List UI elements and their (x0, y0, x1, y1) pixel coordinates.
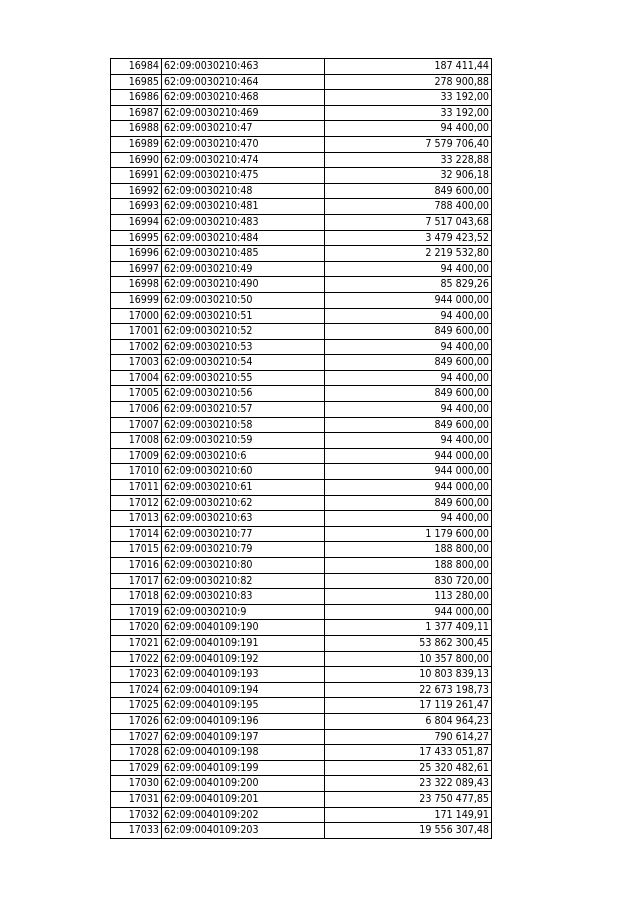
cadastral-number-cell: 62:09:0030210:56 (162, 386, 325, 402)
cadastral-number-cell: 62:09:0040109:195 (162, 698, 325, 714)
cadastral-number-cell: 62:09:0030210:82 (162, 573, 325, 589)
cadastral-value-cell: 278 900,88 (325, 74, 492, 90)
cadastral-number-cell: 62:09:0030210:60 (162, 464, 325, 480)
cadastral-number-cell: 62:09:0030210:58 (162, 417, 325, 433)
cadastral-number-cell: 62:09:0040109:191 (162, 635, 325, 651)
row-number-cell: 16998 (111, 277, 162, 293)
row-number-cell: 17012 (111, 495, 162, 511)
table-row (111, 261, 492, 277)
row-number-cell: 17001 (111, 324, 162, 340)
cadastral-value-cell: 944 000,00 (325, 464, 492, 480)
cadastral-value-cell: 23 750 477,85 (325, 791, 492, 807)
row-number-cell: 17003 (111, 355, 162, 371)
row-number-cell: 16985 (111, 74, 162, 90)
cadastral-number-cell: 62:09:0030210:485 (162, 246, 325, 262)
table-row (111, 448, 492, 464)
row-number-cell: 16989 (111, 136, 162, 152)
cadastral-number-cell: 62:09:0030210:6 (162, 448, 325, 464)
table-body (111, 59, 492, 839)
table-row (111, 386, 492, 402)
row-number-cell: 17019 (111, 604, 162, 620)
cadastral-value-cell: 32 906,18 (325, 168, 492, 184)
cadastral-value-cell: 10 803 839,13 (325, 667, 492, 683)
cadastral-value-cell: 94 400,00 (325, 261, 492, 277)
cadastral-number-cell: 62:09:0030210:47 (162, 121, 325, 137)
table-row (111, 729, 492, 745)
cadastral-value-cell: 94 400,00 (325, 370, 492, 386)
cadastral-value-cell: 7 579 706,40 (325, 136, 492, 152)
row-number-cell: 17028 (111, 745, 162, 761)
cadastral-number-cell: 62:09:0030210:50 (162, 292, 325, 308)
table-row (111, 152, 492, 168)
cadastral-number-cell: 62:09:0040109:203 (162, 823, 325, 839)
row-number-cell: 17000 (111, 308, 162, 324)
cadastral-number-cell: 62:09:0030210:49 (162, 261, 325, 277)
cadastral-value-cell: 1 179 600,00 (325, 526, 492, 542)
cadastral-value-cell: 94 400,00 (325, 433, 492, 449)
cadastral-value-cell: 33 192,00 (325, 90, 492, 106)
table-row (111, 651, 492, 667)
row-number-cell: 17006 (111, 402, 162, 418)
row-number-cell: 17009 (111, 448, 162, 464)
table-row (111, 355, 492, 371)
cadastral-number-cell: 62:09:0040109:201 (162, 791, 325, 807)
row-number-cell: 17004 (111, 370, 162, 386)
row-number-cell: 17024 (111, 682, 162, 698)
table-row (111, 339, 492, 355)
table-row (111, 464, 492, 480)
table-row (111, 402, 492, 418)
table-row (111, 324, 492, 340)
table-row (111, 620, 492, 636)
cadastral-value-cell: 94 400,00 (325, 339, 492, 355)
row-number-cell: 16988 (111, 121, 162, 137)
cadastral-number-cell: 62:09:0030210:481 (162, 199, 325, 215)
cadastral-number-cell: 62:09:0030210:464 (162, 74, 325, 90)
table-row (111, 121, 492, 137)
cadastral-value-cell: 849 600,00 (325, 386, 492, 402)
cadastral-value-cell: 2 219 532,80 (325, 246, 492, 262)
table-row (111, 682, 492, 698)
row-number-cell: 17026 (111, 713, 162, 729)
table-row (111, 776, 492, 792)
table-row (111, 635, 492, 651)
row-number-cell: 16986 (111, 90, 162, 106)
table-row (111, 713, 492, 729)
cadastral-number-cell: 62:09:0040109:202 (162, 807, 325, 823)
cadastral-number-cell: 62:09:0030210:468 (162, 90, 325, 106)
cadastral-number-cell: 62:09:0030210:57 (162, 402, 325, 418)
table-row (111, 168, 492, 184)
cadastral-number-cell: 62:09:0030210:54 (162, 355, 325, 371)
cadastral-value-cell: 23 322 089,43 (325, 776, 492, 792)
table-row (111, 495, 492, 511)
cadastral-value-cell: 94 400,00 (325, 308, 492, 324)
cadastral-value-cell: 944 000,00 (325, 480, 492, 496)
cadastral-value-cell: 94 400,00 (325, 121, 492, 137)
cadastral-value-cell: 944 000,00 (325, 604, 492, 620)
cadastral-number-cell: 62:09:0030210:83 (162, 589, 325, 605)
cadastral-value-cell: 788 400,00 (325, 199, 492, 215)
cadastral-value-cell: 94 400,00 (325, 511, 492, 527)
row-number-cell: 16993 (111, 199, 162, 215)
table-row (111, 183, 492, 199)
cadastral-number-cell: 62:09:0030210:463 (162, 59, 325, 75)
row-number-cell: 17007 (111, 417, 162, 433)
row-number-cell: 17017 (111, 573, 162, 589)
cadastral-value-cell: 22 673 198,73 (325, 682, 492, 698)
row-number-cell: 17025 (111, 698, 162, 714)
row-number-cell: 17030 (111, 776, 162, 792)
cadastral-value-cell: 849 600,00 (325, 183, 492, 199)
cadastral-number-cell: 62:09:0030210:475 (162, 168, 325, 184)
table-row (111, 558, 492, 574)
cadastral-number-cell: 62:09:0030210:484 (162, 230, 325, 246)
cadastral-number-cell: 62:09:0030210:470 (162, 136, 325, 152)
cadastral-value-cell: 849 600,00 (325, 355, 492, 371)
table-row (111, 230, 492, 246)
row-number-cell: 16997 (111, 261, 162, 277)
cadastral-value-cell: 849 600,00 (325, 417, 492, 433)
row-number-cell: 16987 (111, 105, 162, 121)
row-number-cell: 17010 (111, 464, 162, 480)
cadastral-number-cell: 62:09:0040109:190 (162, 620, 325, 636)
cadastral-number-cell: 62:09:0030210:79 (162, 542, 325, 558)
row-number-cell: 17022 (111, 651, 162, 667)
table-row (111, 277, 492, 293)
row-number-cell: 17020 (111, 620, 162, 636)
row-number-cell: 16999 (111, 292, 162, 308)
table-row (111, 526, 492, 542)
cadastral-value-table (110, 58, 492, 839)
row-number-cell: 16994 (111, 214, 162, 230)
cadastral-number-cell: 62:09:0030210:62 (162, 495, 325, 511)
row-number-cell: 16991 (111, 168, 162, 184)
cadastral-value-cell: 25 320 482,61 (325, 760, 492, 776)
table-row (111, 807, 492, 823)
cadastral-number-cell: 62:09:0040109:200 (162, 776, 325, 792)
row-number-cell: 17015 (111, 542, 162, 558)
cadastral-value-cell: 94 400,00 (325, 402, 492, 418)
cadastral-number-cell: 62:09:0030210:483 (162, 214, 325, 230)
table-row (111, 542, 492, 558)
table-row (111, 823, 492, 839)
table-row (111, 480, 492, 496)
cadastral-value-cell: 17 119 261,47 (325, 698, 492, 714)
cadastral-number-cell: 62:09:0030210:59 (162, 433, 325, 449)
row-number-cell: 17033 (111, 823, 162, 839)
table-row (111, 417, 492, 433)
cadastral-number-cell: 62:09:0030210:48 (162, 183, 325, 199)
row-number-cell: 17027 (111, 729, 162, 745)
table-row (111, 433, 492, 449)
table-row (111, 370, 492, 386)
cadastral-value-cell: 3 479 423,52 (325, 230, 492, 246)
table-row (111, 589, 492, 605)
row-number-cell: 16996 (111, 246, 162, 262)
table-row (111, 74, 492, 90)
table-row (111, 511, 492, 527)
row-number-cell: 16995 (111, 230, 162, 246)
cadastral-value-cell: 33 192,00 (325, 105, 492, 121)
cadastral-number-cell: 62:09:0030210:53 (162, 339, 325, 355)
cadastral-number-cell: 62:09:0040109:194 (162, 682, 325, 698)
cadastral-value-cell: 944 000,00 (325, 448, 492, 464)
row-number-cell: 17032 (111, 807, 162, 823)
table-row (111, 214, 492, 230)
cadastral-value-cell: 849 600,00 (325, 495, 492, 511)
row-number-cell: 17023 (111, 667, 162, 683)
cadastral-value-cell: 849 600,00 (325, 324, 492, 340)
cadastral-value-cell: 171 149,91 (325, 807, 492, 823)
cadastral-number-cell: 62:09:0030210:474 (162, 152, 325, 168)
cadastral-value-cell: 53 862 300,45 (325, 635, 492, 651)
cadastral-number-cell: 62:09:0030210:77 (162, 526, 325, 542)
table-row (111, 292, 492, 308)
row-number-cell: 17029 (111, 760, 162, 776)
cadastral-number-cell: 62:09:0040109:199 (162, 760, 325, 776)
row-number-cell: 17021 (111, 635, 162, 651)
cadastral-value-cell: 188 800,00 (325, 542, 492, 558)
cadastral-number-cell: 62:09:0030210:80 (162, 558, 325, 574)
cadastral-value-cell: 85 829,26 (325, 277, 492, 293)
table-row (111, 745, 492, 761)
table-row (111, 698, 492, 714)
cadastral-number-cell: 62:09:0030210:52 (162, 324, 325, 340)
cadastral-value-cell: 17 433 051,87 (325, 745, 492, 761)
cadastral-value-cell: 33 228,88 (325, 152, 492, 168)
row-number-cell: 17011 (111, 480, 162, 496)
table-row (111, 59, 492, 75)
row-number-cell: 16992 (111, 183, 162, 199)
cadastral-value-cell: 1 377 409,11 (325, 620, 492, 636)
row-number-cell: 17008 (111, 433, 162, 449)
cadastral-number-cell: 62:09:0030210:469 (162, 105, 325, 121)
cadastral-number-cell: 62:09:0040109:193 (162, 667, 325, 683)
cadastral-value-cell: 944 000,00 (325, 292, 492, 308)
cadastral-number-cell: 62:09:0040109:197 (162, 729, 325, 745)
row-number-cell: 17031 (111, 791, 162, 807)
cadastral-number-cell: 62:09:0040109:192 (162, 651, 325, 667)
table-row (111, 791, 492, 807)
cadastral-number-cell: 62:09:0030210:63 (162, 511, 325, 527)
table-row (111, 667, 492, 683)
row-number-cell: 17014 (111, 526, 162, 542)
cadastral-number-cell: 62:09:0040109:196 (162, 713, 325, 729)
table-row (111, 90, 492, 106)
cadastral-value-cell: 113 280,00 (325, 589, 492, 605)
cadastral-value-cell: 6 804 964,23 (325, 713, 492, 729)
cadastral-value-cell: 7 517 043,68 (325, 214, 492, 230)
table-row (111, 199, 492, 215)
cadastral-value-cell: 188 800,00 (325, 558, 492, 574)
cadastral-value-cell: 830 720,00 (325, 573, 492, 589)
cadastral-number-cell: 62:09:0030210:51 (162, 308, 325, 324)
row-number-cell: 17002 (111, 339, 162, 355)
row-number-cell: 16990 (111, 152, 162, 168)
table-row (111, 246, 492, 262)
row-number-cell: 17018 (111, 589, 162, 605)
cadastral-value-cell: 19 556 307,48 (325, 823, 492, 839)
cadastral-value-cell: 10 357 800,00 (325, 651, 492, 667)
cadastral-number-cell: 62:09:0030210:55 (162, 370, 325, 386)
row-number-cell: 16984 (111, 59, 162, 75)
cadastral-number-cell: 62:09:0030210:9 (162, 604, 325, 620)
table-row (111, 308, 492, 324)
table-row (111, 760, 492, 776)
cadastral-value-cell: 790 614,27 (325, 729, 492, 745)
cadastral-number-cell: 62:09:0030210:490 (162, 277, 325, 293)
table-row (111, 604, 492, 620)
table-row (111, 573, 492, 589)
row-number-cell: 17005 (111, 386, 162, 402)
cadastral-value-cell: 187 411,44 (325, 59, 492, 75)
table-row (111, 136, 492, 152)
row-number-cell: 17013 (111, 511, 162, 527)
cadastral-number-cell: 62:09:0040109:198 (162, 745, 325, 761)
row-number-cell: 17016 (111, 558, 162, 574)
cadastral-number-cell: 62:09:0030210:61 (162, 480, 325, 496)
table-row (111, 105, 492, 121)
